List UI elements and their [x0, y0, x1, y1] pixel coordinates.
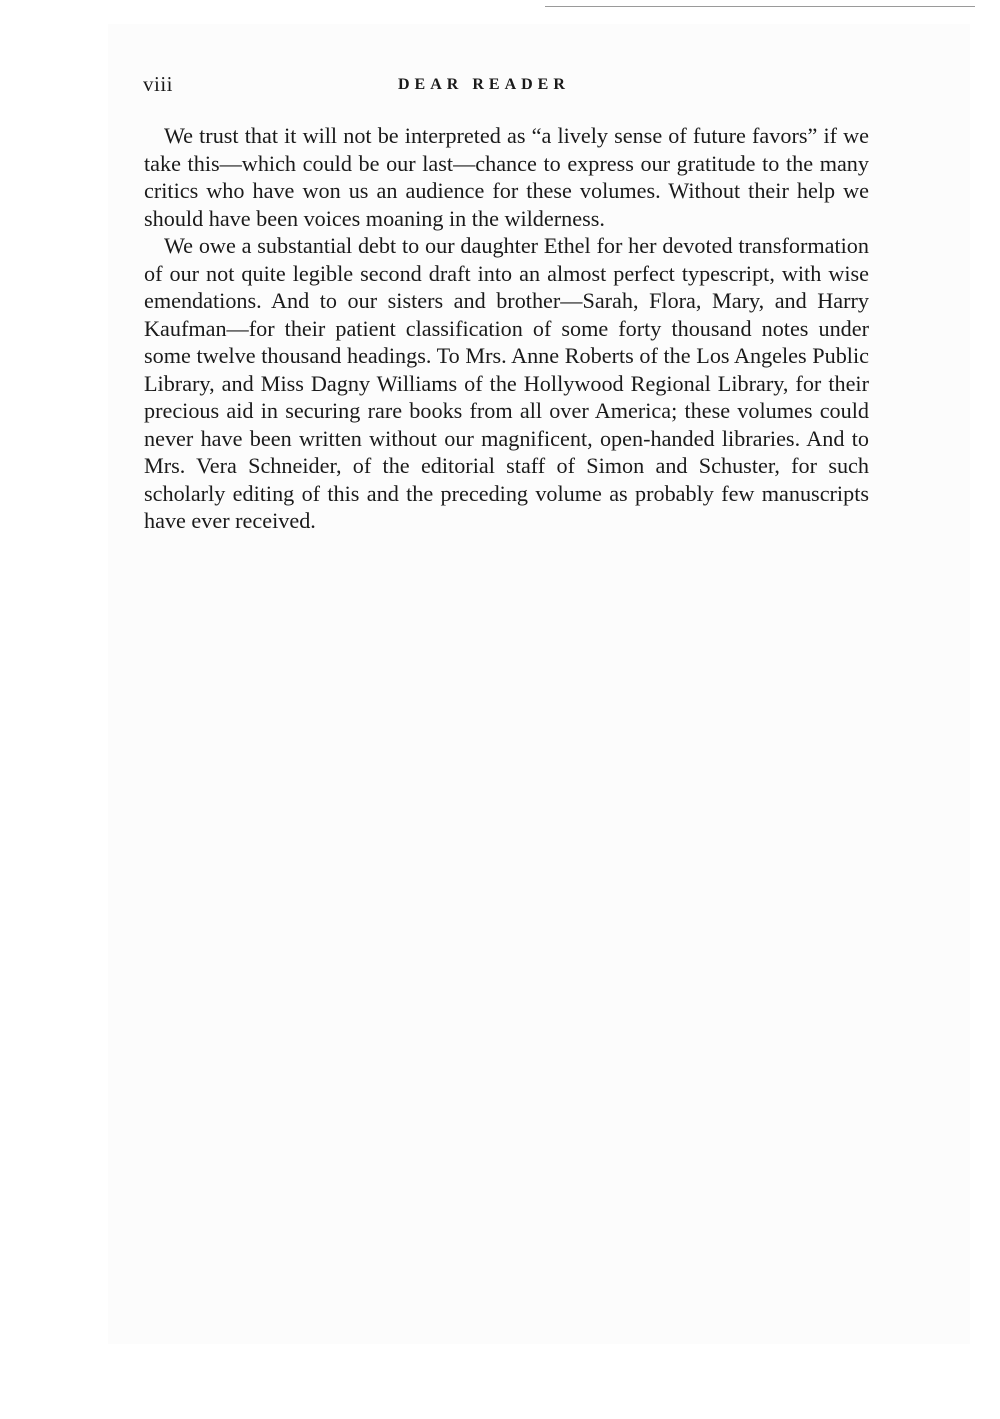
paragraph-acknowledging-critics: We trust that it will not be interpreted as “a lively sense of future favors” if we take this—which could be our last—chance to express our gratitude to the many critics who have won us an audience for these volumes. Without their help we should have been voices moaning in the wilderness. [144, 123, 869, 231]
running-head: DEAR READER [398, 76, 570, 93]
paragraph-acknowledging-helpers: We owe a substantial debt to our daughter Ethel for her devoted transformation of our not quite legible second draft into an almost perfect typescript, with wise emendations. And to our sisters and brother—Sarah, Flora, Mary, and Harry Kaufman—for their patient classification of some forty thousand notes under some twelve thousand headings. To Mrs. Anne Roberts of the Los Angeles Public Library, and Miss Dagny Williams of the Hollywood Regional Library, for their precious aid in securing rare books from all over America; these volumes could never have been written without our magnificent, open-handed libraries. And to Mrs. Vera Schneider, of the editorial staff of Simon and Schuster, for such scholarly editing of this and the preceding volume as probably few manuscripts have ever received. [144, 233, 869, 533]
page-number: viii [143, 72, 174, 96]
body-text [144, 122, 869, 535]
scan-edge-rule [545, 6, 975, 7]
